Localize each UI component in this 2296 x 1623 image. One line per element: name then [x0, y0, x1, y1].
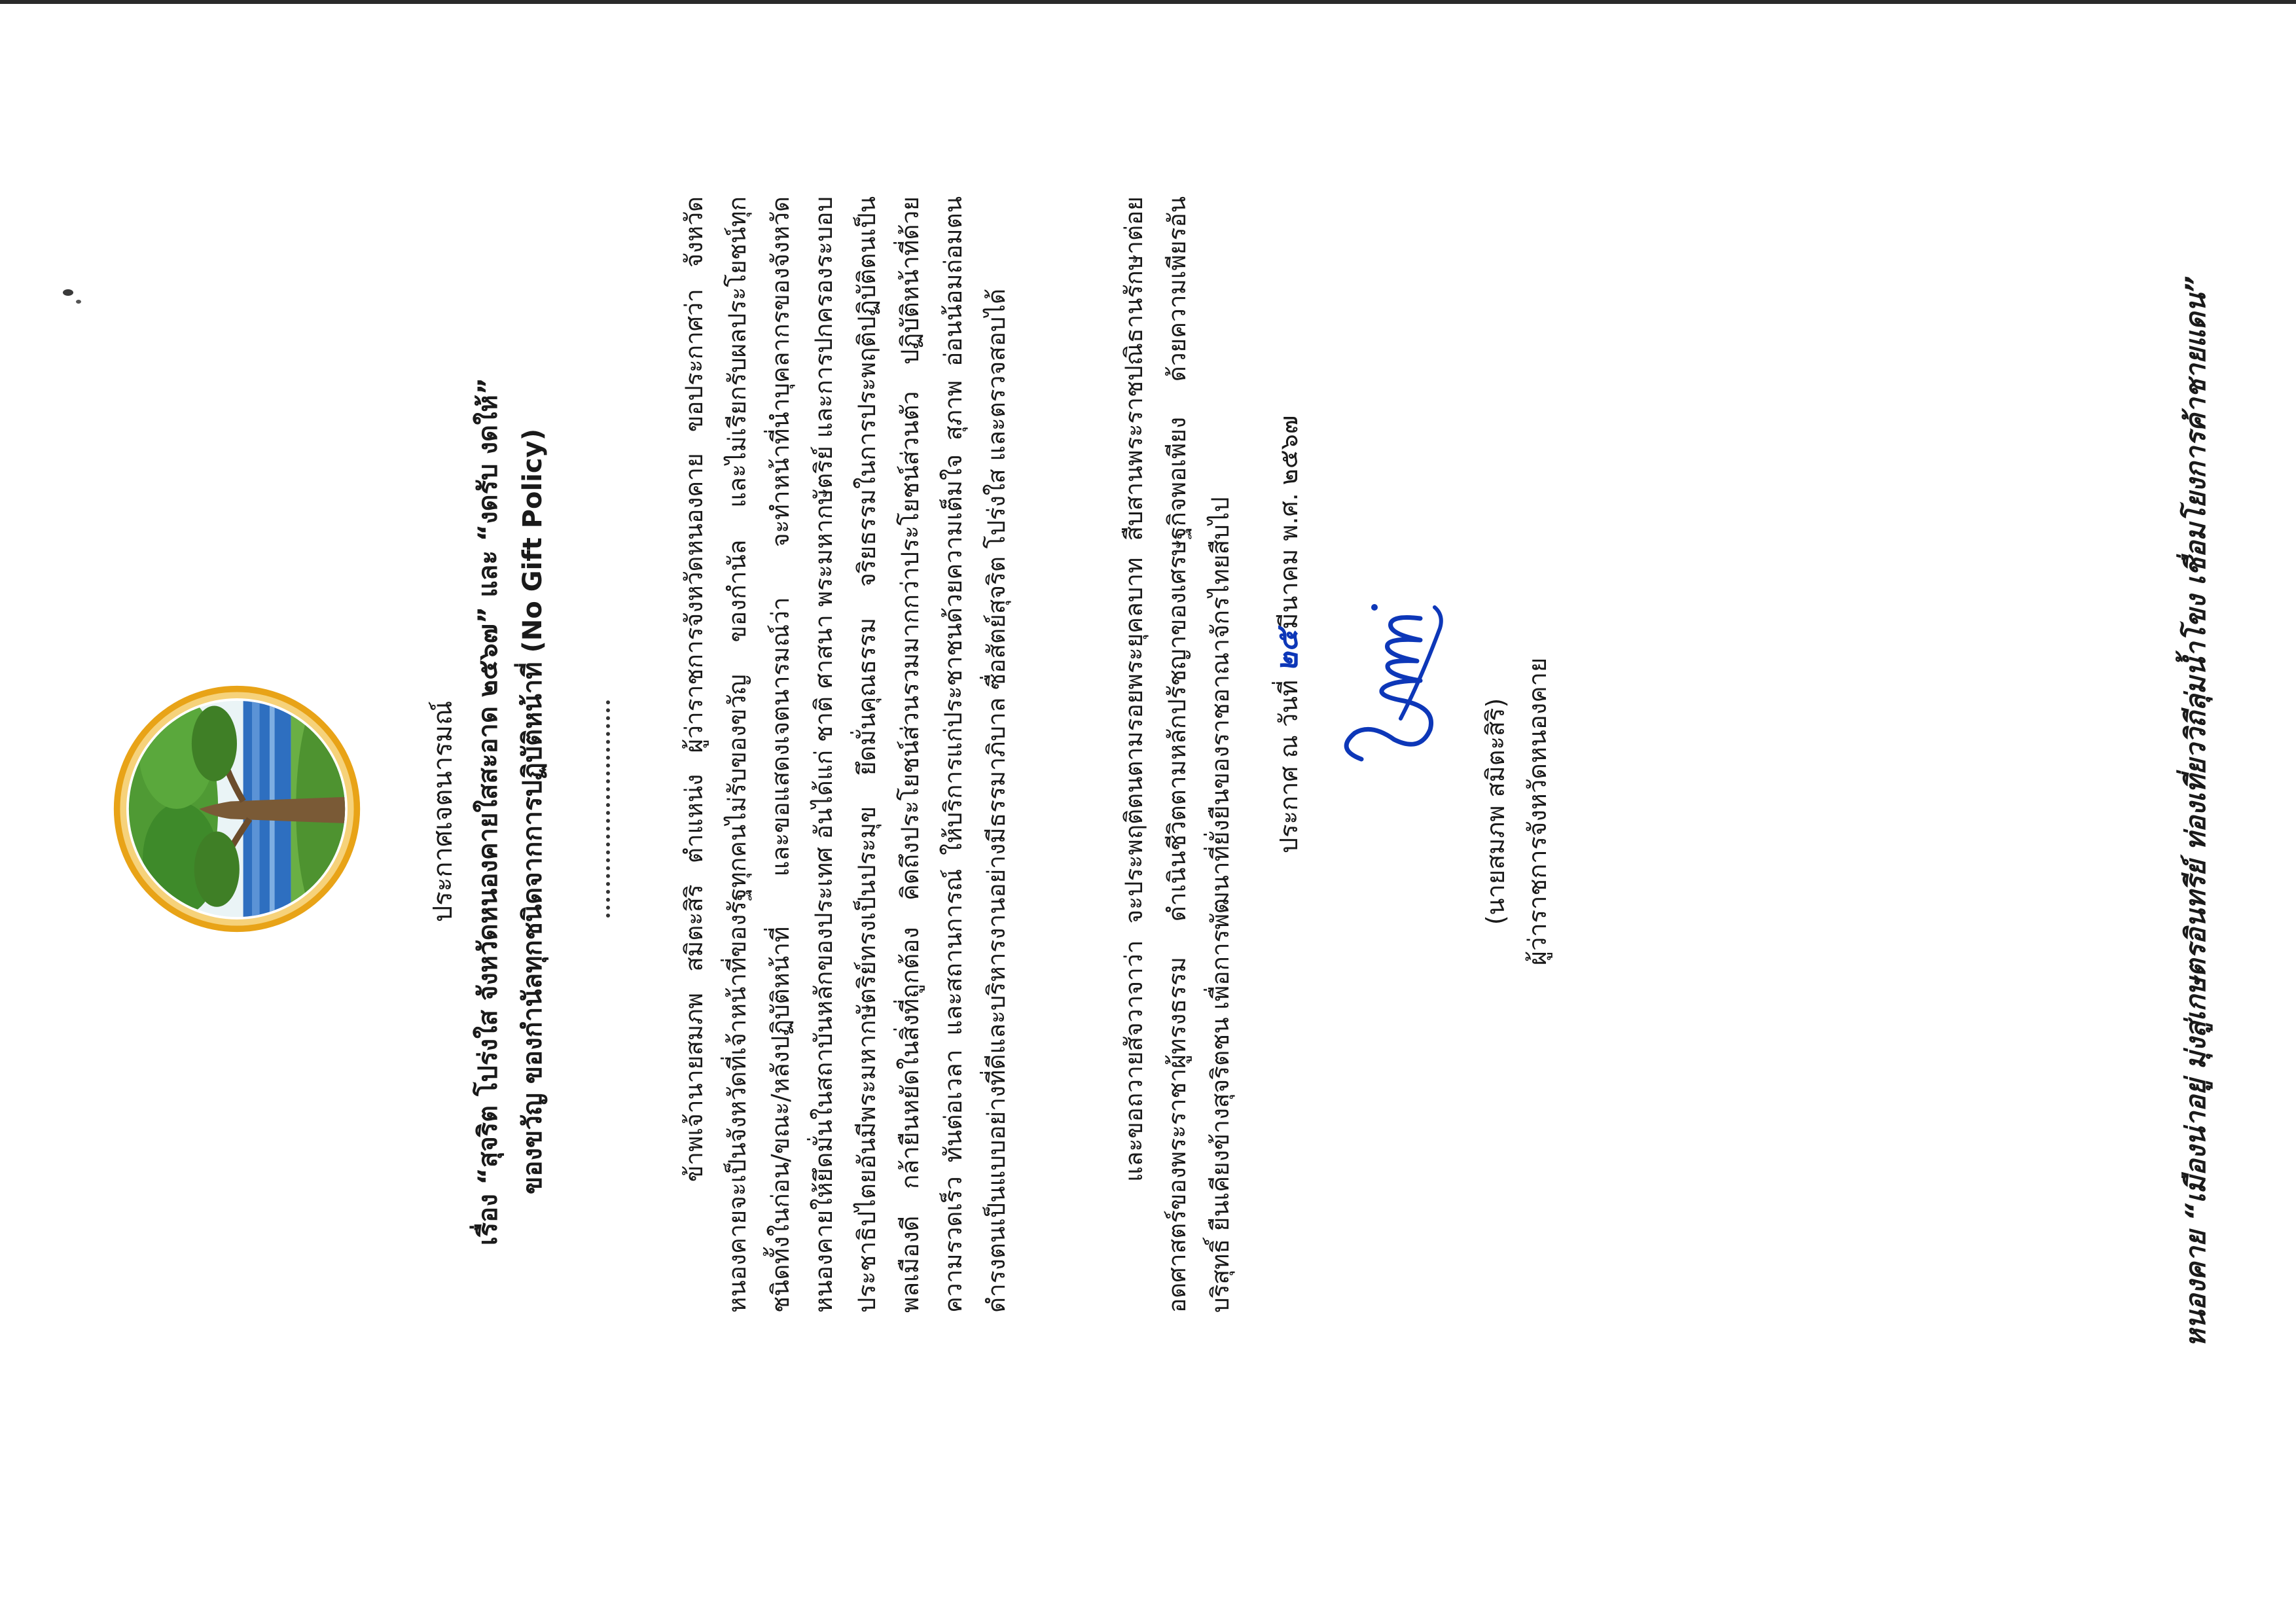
paragraph-2 — [1113, 196, 1242, 1313]
issued-date — [1263, 416, 1311, 853]
subject-line-2: ของขวัญ ของกำนัลทุกชนิดจากการปฏิบัติหน้าที่ (No Gift Policy) — [518, 429, 548, 1194]
signature-icon — [1322, 596, 1460, 779]
dotted-divider — [606, 700, 610, 918]
issued-year: พ.ศ. ๒๕๖๗ — [1274, 415, 1303, 541]
issued-day: ๒๕ — [1269, 629, 1304, 672]
document-heading: ประกาศเจตนารมณ์ — [428, 700, 458, 923]
paragraph-1 — [673, 196, 1018, 1313]
document-subject — [466, 0, 555, 1623]
subject-line-1: เรื่อง “สุจริต โปร่งใส จังหวัดหนองคายใสสะอาด ๒๕๖๗” และ “งดรับ งดให้” — [473, 377, 503, 1246]
paragraph-2-text: และขอถวายสัจวาจาว่า จะประพฤติตนตามรอยพระยุคลบาท สืบสานพระราชปณิธานรักษาต่อยอดศาสตร์ของพระราชาผู้ทรงธรรม ดำเนินชีวิตตามหลักปรัชญาของเศรษฐกิจพอเพียง ด้วยความเพียรอันบริสุทธิ์ ยืนเคียงข้างสุจริตชน เพื่อการพัฒนาที่ยั่งยืนของราชอาณาจักรไทยสืบไป — [1120, 196, 1234, 1313]
provincial-seal-icon — [111, 683, 363, 935]
paragraph-1-text: ข้าพเจ้านายสมภพ สมิตะสิริ ตำแหน่ง ผู้ว่าราชการจังหวัดหนองคาย ขอประกาศว่า จังหวัดหนองคายจะเป็นจังหวัดที่เจ้าหน้าที่ของรัฐทุกคนไม่รับของขวัญ ของกำนัล และไม่เรียกรับผลประโยชน์ทุกชนิดทั้งในก่อน/ขณะ/หลังปฏิบัติหน้าที่ และขอแสดงเจตนารมณ์ว่า จะทำหน้าที่นำบุคลากรของจังหวัดหนองคายให้ยึดมั่นในสถาบันหลักของประเทศ อันได้แก่ ชาติ ศาสนา พระมหากษัตริย์ และการปกครองระบอบประชาธิปไตยอันมีพระมหากษัตริย์ทรงเป็นประมุข ยึดมั่นคุณธรรม จริยธรรมในการประพฤติปฏิบัติตนเป็นพลเมืองดี กล้ายืนหยัดในสิ่งที่ถูกต้อง คิดถึงประโยชน์ส่วนรวมมากกว่าประโยชน์ส่วนตัว ปฏิบัติหน้าที่ด้วยความรวดเร็ว ทันต่อเวลา และสถานการณ์ ให้บริการแก่ประชาชนด้วยความเต็มใจ สุภาพ อ่อนน้อมถ่อมตน ดำรงตนเป็นแบบอย่างที่ดีและบริหารงานอย่างมีธรรมาภิบาล ซื่อสัตย์สุจริต โปร่งใส และตรวจสอบได้ — [680, 196, 1011, 1313]
signer-name: (นายสมภพ สมิตะสิริ) — [1481, 698, 1510, 925]
signer-title: ผู้ว่าราชการจังหวัดหนองคาย — [1523, 657, 1552, 966]
issued-month: มีนาคม — [1274, 548, 1303, 630]
footer-slogan: หนองคาย “เมืองน่าอยู่ มุ่งสู่เกษตรอินทรีย์ ท่องเที่ยววิถีลุ่มน้ำโขง เชื่อมโยงการค้าชายแดน” — [2179, 276, 2212, 1347]
issued-prefix: ประกาศ ณ วันที่ — [1274, 679, 1303, 853]
